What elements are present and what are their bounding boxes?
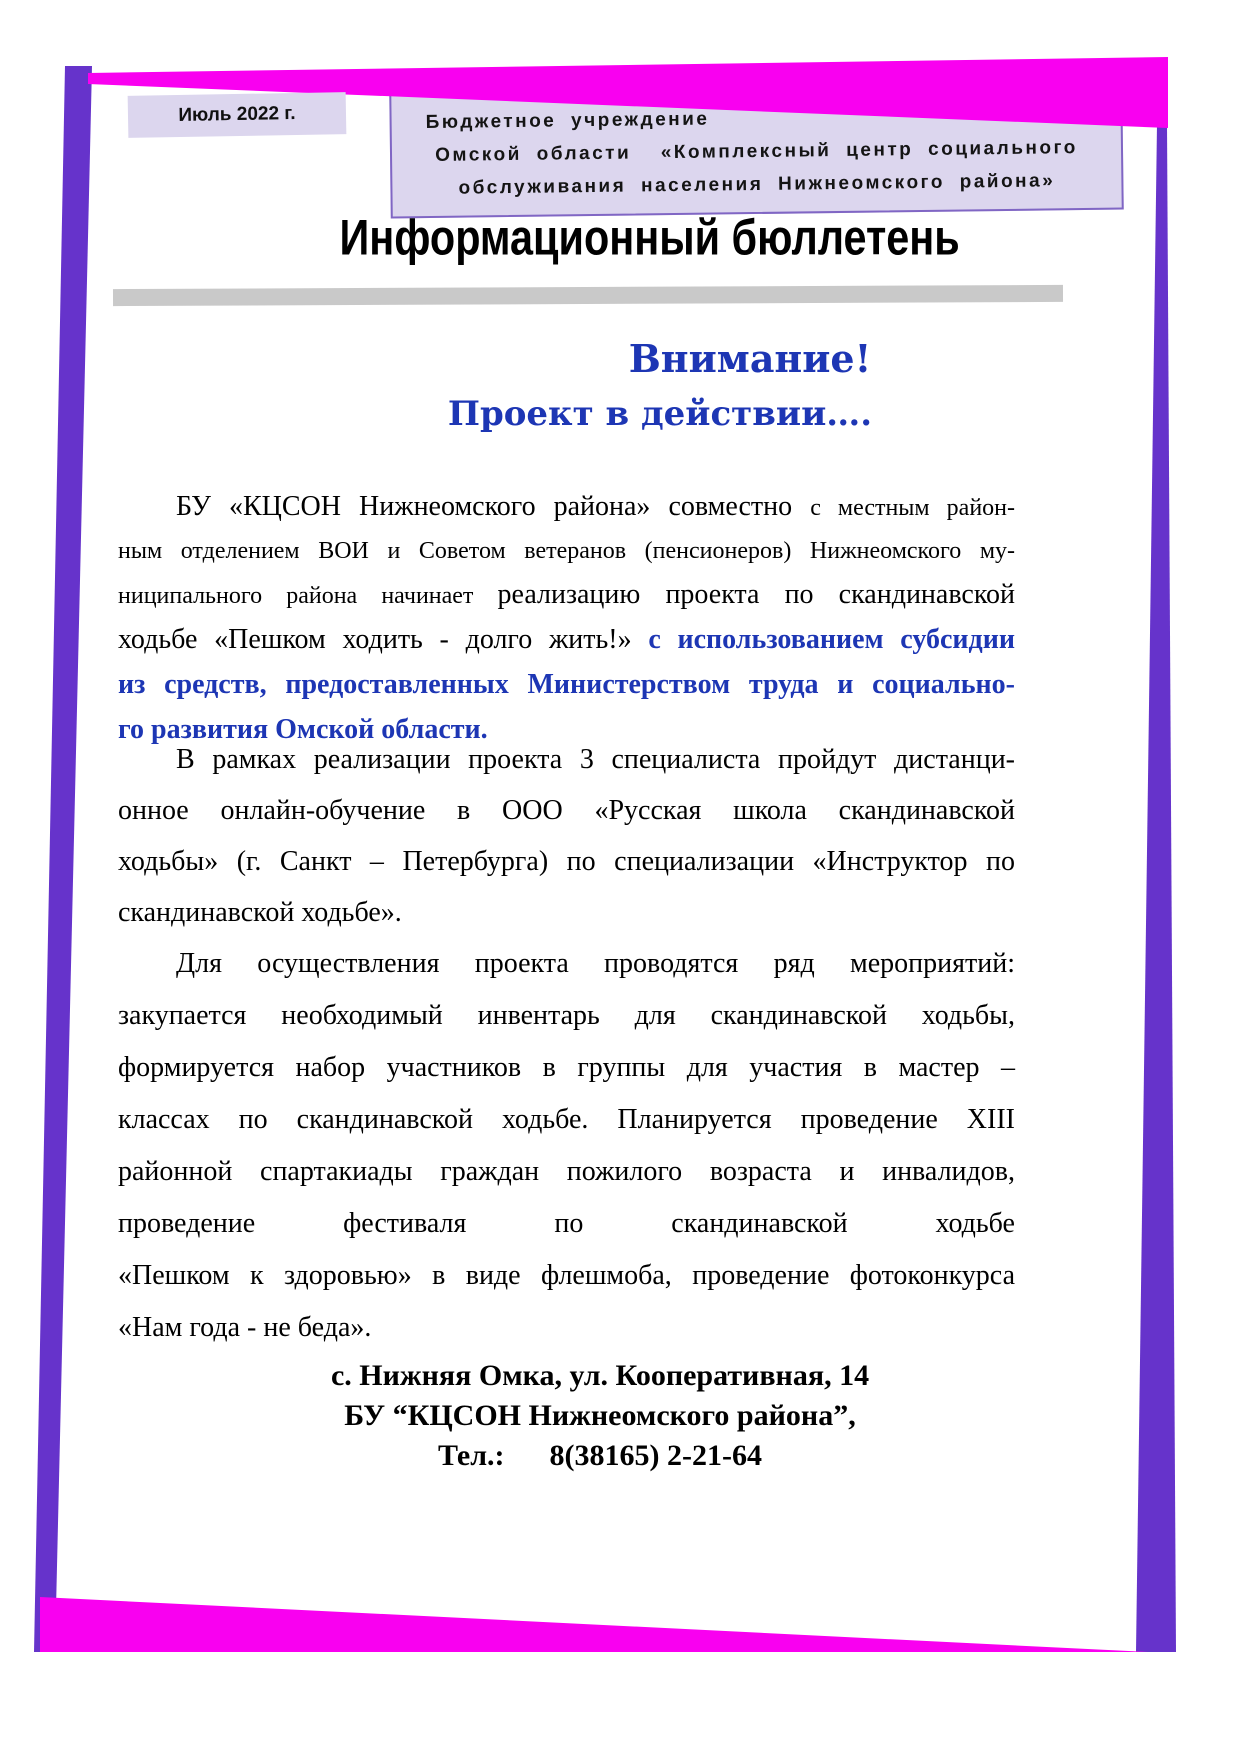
text-line: «Нам года - не беда».: [118, 1312, 372, 1343]
text-line: онное онлайн-обучение в ООО «Русская школа скандинавской: [118, 795, 1015, 826]
text-line: ходьбы» (г. Санкт – Петербурга) по специализации «Инструктор по: [118, 846, 1015, 877]
footer-line: БУ “КЦСОН Нижнеомского района”,: [344, 1399, 856, 1432]
issue-date-box: [128, 92, 347, 138]
text-line: закупается необходимый инвентарь для скандинавской ходьбы,: [118, 1000, 1015, 1031]
text-line: Для осуществления проекта проводятся ряд мероприятий:: [176, 948, 1015, 979]
bulletin-title: [300, 210, 1000, 264]
issue-date: Июль 2022 г.: [178, 102, 296, 127]
attention-heading: Внимание!: [628, 336, 872, 381]
text-line: классах по скандинавской ходьбе. Планируется проведение XIII: [118, 1104, 1015, 1135]
text-line: ходьбе «Пешком ходить - долго жить!» с использованием субсидии: [118, 624, 1015, 655]
text-line: «Пешком к здоровью» в виде флешмоба, проведение фотоконкурса: [118, 1260, 1015, 1291]
paragraph-activities: [118, 940, 1015, 1356]
text-line: формируется набор участников в группы для участия в мастер –: [118, 1052, 1015, 1083]
divider-bar: [113, 285, 1063, 306]
text-line: ниципального района начинает реализацию проекта по скандинавской: [118, 579, 1015, 610]
text-line: районной спартакиады граждан пожилого возраста и инвалидов,: [118, 1156, 1015, 1187]
project-heading: Проект в действии….: [447, 394, 873, 434]
text-line: ным отделением ВОИ и Советом ветеранов (пенсионеров) Нижнеомского му-: [118, 538, 1015, 564]
text-line: из средств, предоставленных Министерством труда и социально-: [118, 669, 1015, 700]
text-line: В рамках реализации проекта 3 специалиста пройдут дистанци-: [176, 744, 1015, 775]
contact-block: [150, 1356, 1050, 1476]
org-line: обслуживания населения Нижнеомского района»: [458, 170, 1056, 199]
footer-line: Тел.: 8(38165) 2-21-64: [438, 1439, 762, 1472]
text-line: скандинавской ходьбе».: [118, 897, 402, 928]
paragraph-intro: [118, 486, 1015, 754]
text-line: БУ «КЦСОН Нижнеомского района» совместно с местным район-: [176, 491, 1015, 522]
bulletin-title-text: Информационный бюллетень: [339, 208, 961, 266]
paragraph-training: [118, 736, 1015, 940]
text-line: проведение фестиваля по скандинавской ходьбе: [118, 1208, 1015, 1239]
org-line: Бюджетное учреждение: [425, 108, 710, 134]
org-line: Омской области «Комплексный центр социального: [435, 137, 1078, 166]
text-line: го развития Омской области.: [118, 714, 488, 745]
footer-line: с. Нижняя Омка, ул. Кооперативная, 14: [330, 1359, 870, 1392]
